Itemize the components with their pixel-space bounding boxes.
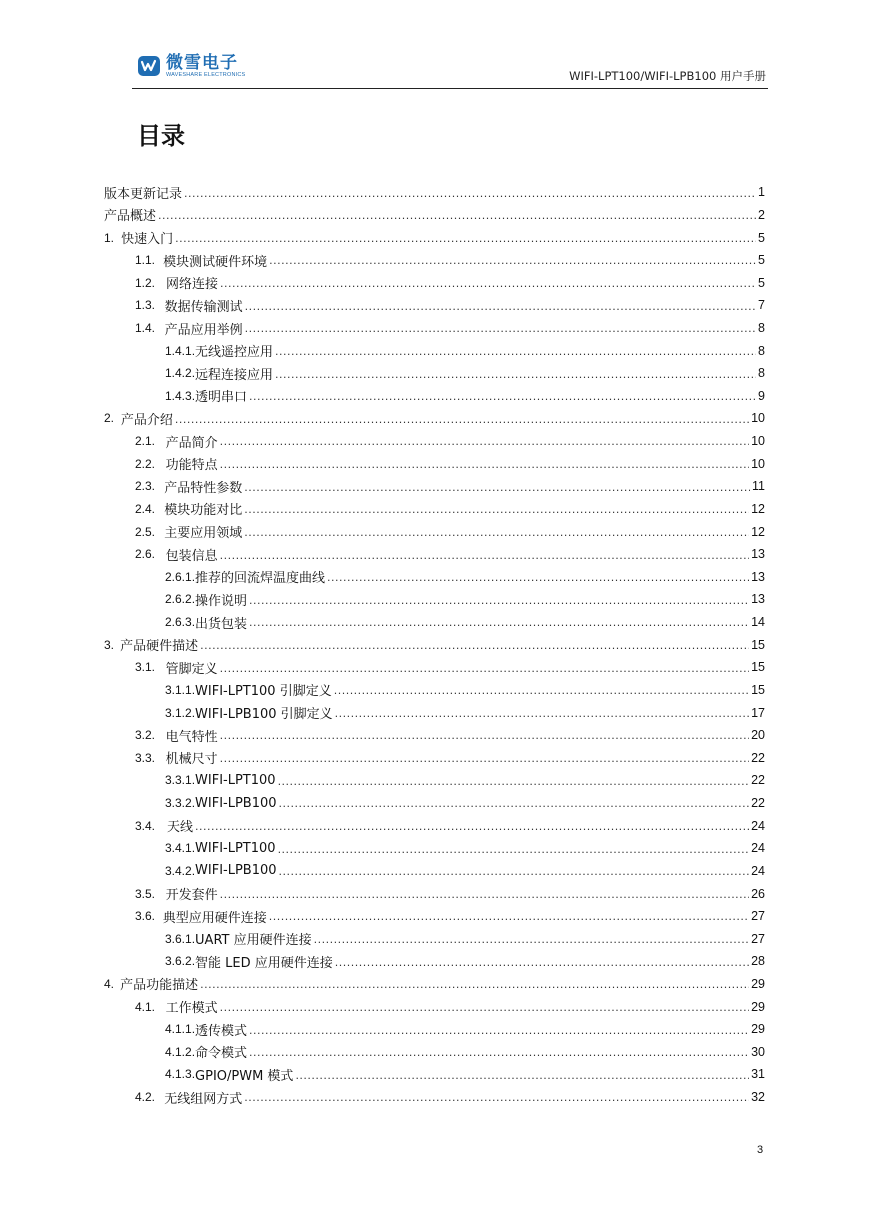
toc-entry[interactable]	[165, 950, 765, 973]
toc-entry-page: 29	[751, 976, 765, 991]
toc-dot-leader	[245, 302, 756, 317]
toc-dot-leader	[335, 958, 749, 973]
toc-entry-number: 1.4.3.	[165, 388, 196, 403]
toc-dot-leader	[275, 347, 756, 362]
toc-entry-title: 天线	[167, 820, 194, 836]
toc-entry[interactable]	[104, 226, 765, 249]
toc-entry-number: 2.5.	[135, 524, 156, 539]
toc-entry-title: 透明串口	[195, 390, 248, 406]
toc-entry-page: 27	[751, 931, 765, 946]
toc-entry-page: 5	[758, 275, 765, 290]
toc-entry-number: 3.3.	[135, 750, 156, 765]
toc-entry-page: 12	[751, 501, 765, 516]
toc-dot-leader	[244, 1093, 749, 1108]
toc-entry-number: 3.3.2.	[165, 796, 196, 811]
toc-entry-title: 功能特点	[165, 458, 218, 474]
toc-dot-leader	[249, 1026, 749, 1041]
toc-dot-leader	[249, 618, 749, 633]
toc-entry-number: 4.1.1.	[165, 1022, 196, 1037]
toc-dot-leader	[220, 890, 749, 905]
toc-entry-page: 22	[751, 773, 765, 788]
toc-entry-page: 13	[751, 569, 765, 584]
toc-entry-page: 24	[751, 818, 765, 833]
toc-entry-title: 产品简介	[165, 435, 218, 451]
toc-entry-title: 典型应用硬件连接	[162, 910, 267, 926]
toc-entry-number: 2.3.	[135, 479, 156, 494]
toc-entry-page: 31	[751, 1067, 765, 1082]
toc-dot-leader	[175, 234, 756, 249]
toc-entry-number: 4.1.	[135, 999, 156, 1014]
toc-entry-number: 1.2.	[135, 275, 156, 290]
toc-entry[interactable]	[104, 973, 765, 996]
toc-entry-title: 产品特性参数	[164, 480, 243, 496]
toc-entry-number: 3.5.	[135, 886, 156, 901]
toc-entry-title: 产品概述	[104, 209, 157, 225]
toc-entry-page: 27	[751, 909, 765, 924]
toc-entry-page: 24	[751, 863, 765, 878]
toc-entry[interactable]	[104, 181, 765, 204]
toc-dot-leader	[279, 799, 750, 814]
toc-dot-leader	[244, 483, 750, 498]
toc-entry-title: GPIO/PWM 模式	[195, 1068, 294, 1084]
toc-entry[interactable]	[135, 271, 765, 294]
toc-dot-leader	[334, 686, 749, 701]
toc-entry-page: 15	[751, 682, 765, 697]
toc-entry[interactable]	[104, 407, 765, 430]
toc-entry[interactable]	[135, 498, 765, 521]
toc-entry-number: 2.6.3.	[165, 615, 196, 630]
toc-entry-page: 10	[751, 411, 765, 426]
toc-entry[interactable]	[135, 747, 765, 770]
toc-entry[interactable]	[165, 339, 765, 362]
toc-entry-title: 无线遥控应用	[195, 345, 274, 361]
toc-entry-number: 2.2.	[135, 456, 156, 471]
toc-dot-leader	[249, 392, 756, 407]
toc-entry-number: 1.3.	[135, 298, 156, 313]
toc-entry-title: 网络连接	[165, 277, 218, 293]
toc-dot-leader	[244, 505, 749, 520]
toc-entry-number: 4.	[104, 976, 115, 991]
toc-entry-page: 9	[758, 388, 765, 403]
toc-entry-number: 2.6.	[135, 547, 156, 562]
toc-entry-title: WIFI-LPT100 引脚定义	[195, 684, 332, 700]
toc-entry[interactable]	[135, 995, 765, 1018]
toc-dot-leader	[269, 912, 749, 927]
toc-entry[interactable]	[135, 475, 765, 498]
toc-entry-number: 1.	[104, 230, 115, 245]
toc-entry-page: 22	[751, 750, 765, 765]
toc-entry-number: 3.4.1.	[165, 841, 196, 856]
toc-entry-page: 30	[751, 1044, 765, 1059]
toc-entry[interactable]	[165, 679, 765, 702]
toc-dot-leader	[195, 822, 749, 837]
toc-entry-title: 推荐的回流焊温度曲线	[195, 571, 326, 587]
toc-entry-number: 2.6.2.	[165, 592, 196, 607]
toc-entry[interactable]	[135, 882, 765, 905]
toc-entry-page: 17	[751, 705, 765, 720]
toc-entry-page: 5	[758, 253, 765, 268]
toc-entry-page: 15	[751, 660, 765, 675]
toc-entry[interactable]	[135, 656, 765, 679]
toc-dot-leader	[200, 980, 749, 995]
toc-dot-leader	[220, 1003, 749, 1018]
toc-entry-title: 快速入门	[121, 232, 174, 248]
toc-dot-leader	[275, 370, 756, 385]
toc-entry[interactable]	[165, 769, 765, 792]
toc-entry-title: 产品硬件描述	[120, 639, 199, 655]
toc-entry-page: 8	[758, 366, 765, 381]
toc-entry-title: 机械尺寸	[165, 752, 218, 768]
toc-entry-page: 8	[758, 343, 765, 358]
toc-dot-leader	[278, 845, 750, 860]
document-title: WIFI-LPT100/WIFI-LPB100 用户手册	[569, 69, 766, 83]
toc-entry-number: 3.4.2.	[165, 863, 196, 878]
toc-entry-title: WIFI-LPB100	[195, 795, 277, 811]
toc-entry-number: 3.1.1.	[165, 682, 196, 697]
toc-entry-number: 3.3.1.	[165, 773, 196, 788]
toc-entry-number: 1.4.2.	[165, 366, 196, 381]
toc-entry[interactable]	[165, 588, 765, 611]
toc-entry[interactable]	[165, 792, 765, 815]
toc-entry-title: WIFI-LPT100	[195, 772, 276, 788]
toc-entry-title: 模块测试硬件环境	[163, 254, 268, 270]
toc-entry-page: 28	[751, 954, 765, 969]
toc-entry-title: 智能 LED 应用硬件连接	[195, 955, 333, 971]
toc-entry[interactable]	[165, 701, 765, 724]
toc-entry[interactable]	[135, 294, 765, 317]
toc-entry-title: 出货包装	[195, 616, 248, 632]
toc-entry-number: 2.1.	[135, 434, 156, 449]
toc-entry-number: 3.1.	[135, 660, 156, 675]
toc-dot-leader	[249, 1048, 749, 1063]
page-number: 3	[757, 1144, 764, 1156]
toc-entry-number: 4.1.3.	[165, 1067, 196, 1082]
toc-entry-title: 电气特性	[165, 729, 218, 745]
toc-entry[interactable]	[165, 1018, 765, 1041]
toc-entry-number: 4.2.	[135, 1090, 156, 1105]
toc-entry-page: 14	[751, 615, 765, 630]
toc-dot-leader	[279, 867, 750, 882]
toc-dot-leader	[220, 437, 749, 452]
toc-entry-title: 管脚定义	[165, 661, 218, 677]
toc-entry[interactable]	[135, 430, 765, 453]
toc-dot-leader	[314, 935, 749, 950]
toc-entry-page: 11	[752, 479, 765, 494]
toc-entry[interactable]	[165, 611, 765, 634]
toc-entry[interactable]	[135, 543, 765, 566]
toc-heading: 目录	[137, 122, 185, 150]
toc-entry[interactable]	[135, 724, 765, 747]
toc-dot-leader	[220, 731, 749, 746]
toc-dot-leader	[269, 256, 756, 271]
toc-entry-title: 主要应用领域	[164, 526, 243, 542]
toc-entry-title: 产品应用举例	[164, 322, 243, 338]
toc-entry-page: 13	[751, 592, 765, 607]
toc-entry-title: UART 应用硬件连接	[195, 933, 312, 949]
toc-entry-page: 10	[751, 456, 765, 471]
toc-dot-leader	[184, 189, 756, 204]
toc-dot-leader	[335, 709, 749, 724]
toc-entry-title: 包装信息	[165, 548, 218, 564]
toc-entry-number: 3.6.	[135, 909, 156, 924]
toc-dot-leader	[220, 460, 749, 475]
toc-entry[interactable]	[165, 1041, 765, 1064]
toc-entry-title: 命令模式	[195, 1046, 248, 1062]
toc-entry-page: 1	[758, 185, 765, 200]
page-header	[132, 50, 768, 89]
toc-dot-leader	[158, 211, 756, 226]
toc-entry-page: 5	[758, 230, 765, 245]
toc-entry[interactable]	[135, 317, 765, 340]
toc-entry-page: 7	[758, 298, 765, 313]
logo-chinese-text: 微雪电子	[166, 53, 238, 73]
toc-entry-page: 12	[751, 524, 765, 539]
toc-entry-number: 3.2.	[135, 728, 156, 743]
toc-entry[interactable]	[135, 1086, 765, 1109]
toc-entry[interactable]	[165, 566, 765, 589]
toc-entry[interactable]	[135, 814, 765, 837]
toc-entry-number: 3.1.2.	[165, 705, 196, 720]
toc-entry[interactable]	[165, 362, 765, 385]
toc-entry-page: 13	[751, 547, 765, 562]
toc-dot-leader	[220, 551, 749, 566]
logo-english-text: WAVESHARE ELECTRONICS	[166, 72, 246, 78]
toc-entry-title: 产品功能描述	[120, 978, 199, 994]
toc-entry-page: 29	[751, 999, 765, 1014]
toc-entry[interactable]	[135, 452, 765, 475]
toc-dot-leader	[175, 415, 749, 430]
toc-entry-title: 操作说明	[195, 593, 248, 609]
toc-entry-number: 1.4.1.	[165, 343, 196, 358]
toc-entry-page: 29	[751, 1022, 765, 1037]
toc-entry-page: 10	[751, 434, 765, 449]
toc-entry-page: 2	[758, 207, 765, 222]
toc-entry[interactable]	[165, 837, 765, 860]
toc-entry-page: 8	[758, 321, 765, 336]
toc-entry-number: 3.6.2.	[165, 954, 196, 969]
toc-dot-leader	[327, 573, 749, 588]
waveshare-logo-icon	[138, 54, 162, 78]
toc-entry-title: WIFI-LPT100	[195, 840, 276, 856]
toc-dot-leader	[244, 528, 749, 543]
toc-entry[interactable]	[165, 927, 765, 950]
toc-entry-page: 26	[751, 886, 765, 901]
toc-entry-number: 3.4.	[135, 818, 156, 833]
toc-entry-number: 2.6.1.	[165, 569, 196, 584]
toc-entry-title: 无线组网方式	[164, 1091, 243, 1107]
toc-entry-title: 工作模式	[165, 1001, 218, 1017]
toc-dot-leader	[220, 664, 749, 679]
toc-entry-title: 模块功能对比	[164, 503, 243, 519]
toc-dot-leader	[278, 777, 750, 792]
toc-entry-number: 3.	[104, 637, 115, 652]
toc-entry-title: 产品介绍	[120, 412, 173, 428]
toc-dot-leader	[295, 1071, 749, 1086]
toc-entry[interactable]	[135, 905, 765, 928]
toc-entry[interactable]	[165, 860, 765, 883]
toc-entry-title: 开发套件	[165, 888, 218, 904]
toc-entry-number: 2.4.	[135, 501, 156, 516]
toc-entry-title: 版本更新记录	[104, 186, 183, 202]
toc-dot-leader	[249, 596, 749, 611]
toc-dot-leader	[200, 641, 749, 656]
toc-entry-number: 1.1.	[135, 253, 156, 268]
toc-entry-number: 3.6.1.	[165, 931, 196, 946]
toc-entry[interactable]	[135, 249, 765, 272]
toc-entry[interactable]	[135, 520, 765, 543]
toc-entry-page: 15	[751, 637, 765, 652]
toc-entry-number: 2.	[104, 411, 115, 426]
toc-entry[interactable]	[165, 1063, 765, 1086]
toc-entry-page: 24	[751, 841, 765, 856]
toc-dot-leader	[220, 279, 756, 294]
toc-entry-page: 22	[751, 796, 765, 811]
toc-entry-title: 远程连接应用	[195, 367, 274, 383]
toc-entry-title: WIFI-LPB100	[195, 863, 277, 879]
company-logo	[138, 54, 245, 82]
toc-entry[interactable]	[104, 204, 765, 227]
toc-entry-title: 数据传输测试	[164, 299, 243, 315]
toc-entry-number: 4.1.2.	[165, 1044, 196, 1059]
toc-entry-title: 透传模式	[195, 1023, 248, 1039]
toc-dot-leader	[220, 754, 749, 769]
toc-entry-page: 20	[751, 728, 765, 743]
toc-entry[interactable]	[165, 385, 765, 408]
toc-entry-number: 1.4.	[135, 321, 156, 336]
toc-entry-title: WIFI-LPB100 引脚定义	[195, 707, 333, 723]
toc-entry[interactable]	[104, 633, 765, 656]
toc-entry-page: 32	[751, 1090, 765, 1105]
toc-dot-leader	[245, 324, 756, 339]
